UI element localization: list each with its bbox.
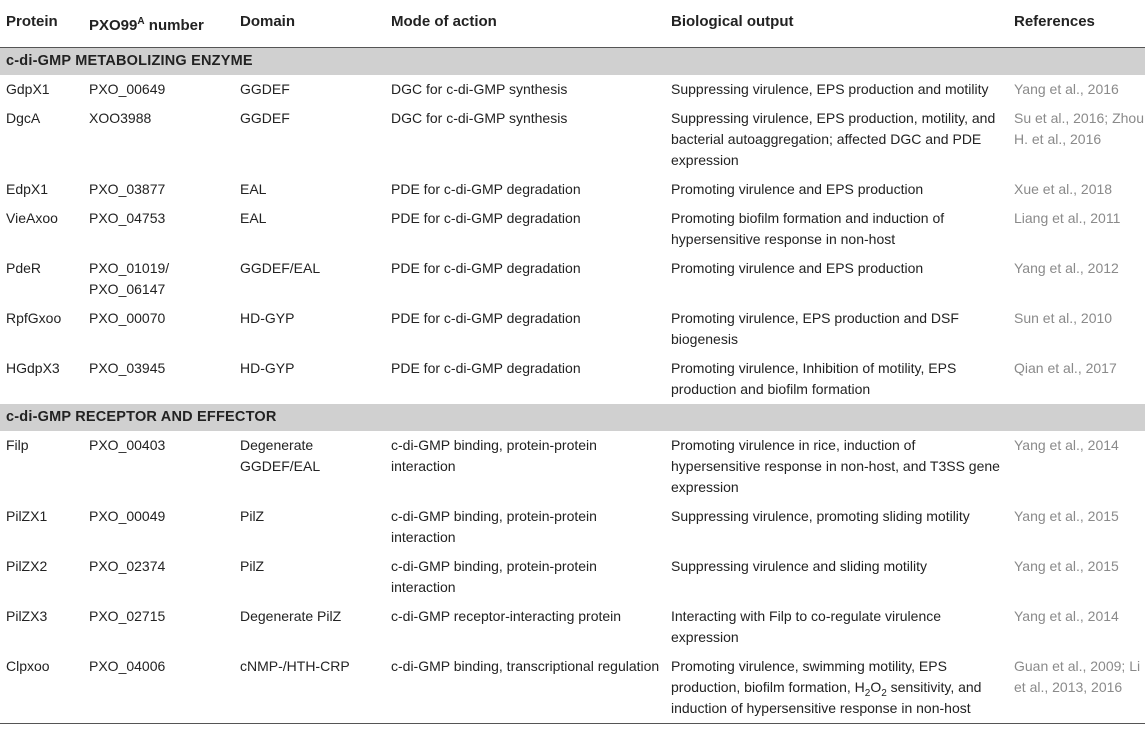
cell-protein: PilZX2 — [6, 558, 48, 574]
cell-protein: HGdpX3 — [6, 360, 60, 376]
cell-mode-of-action: PDE for c-di-GMP degradation — [391, 310, 581, 326]
table-row — [0, 354, 1145, 404]
table-row — [0, 502, 1145, 552]
cell-protein: GdpX1 — [6, 81, 50, 97]
cell-protein: PilZX1 — [6, 508, 48, 524]
section-row — [0, 48, 1145, 76]
cell-domain: GGDEF/EAL — [240, 260, 321, 276]
cell-mode-of-action: PDE for c-di-GMP degradation — [391, 181, 581, 197]
cell-references: Yang et al., 2015 — [1014, 508, 1119, 524]
table-row — [0, 204, 1145, 254]
cell-mode-of-action: PDE for c-di-GMP degradation — [391, 360, 581, 376]
table-row — [0, 175, 1145, 204]
cell-mode-of-action: DGC for c-di-GMP synthesis — [391, 110, 568, 126]
cell-references: Guan et al., 2009; Li et al., 2013, 2016 — [1008, 652, 1145, 724]
cell-references: Yang et al., 2015 — [1014, 558, 1119, 574]
cell-domain: HD-GYP — [240, 360, 295, 376]
cell-pxo-number: PXO_02715 — [89, 608, 166, 624]
cell-domain: EAL — [240, 181, 267, 197]
cell-biological-output: Interacting with Filp to co-regulate virulence expression — [671, 608, 942, 645]
cell-references: Yang et al., 2014 — [1014, 437, 1119, 453]
cell-protein: EdpX1 — [6, 181, 49, 197]
cell-pxo-number: PXO_00649 — [89, 81, 166, 97]
cell-pxo-number: XOO3988 — [89, 110, 152, 126]
cell-pxo-number: PXO_03877 — [89, 181, 166, 197]
cell-biological-output: Suppressing virulence and sliding motility — [671, 558, 928, 574]
table-row — [0, 104, 1145, 175]
cell-protein: Filp — [6, 437, 29, 453]
cell-domain: HD-GYP — [240, 310, 295, 326]
cell-protein: PdeR — [6, 260, 42, 276]
cell-pxo-number: PXO_00403 — [89, 437, 166, 453]
cell-biological-output: Promoting virulence and EPS production — [671, 181, 924, 197]
cell-domain: PilZ — [240, 508, 265, 524]
cell-biological-output: Promoting virulence, EPS production and DSF biogenesis — [671, 310, 959, 347]
cell-pxo-number: PXO_01019/ PXO_06147 — [89, 260, 170, 297]
cell-mode-of-action: c-di-GMP binding, protein-protein interaction — [391, 437, 597, 474]
table-row — [0, 431, 1145, 502]
cell-pxo-number: PXO_00049 — [89, 508, 166, 524]
cell-references: Yang et al., 2012 — [1014, 260, 1119, 276]
section-title: c-di-GMP RECEPTOR AND EFFECTOR — [0, 404, 1145, 431]
cell-mode-of-action: PDE for c-di-GMP degradation — [391, 260, 581, 276]
cell-biological-output: Promoting virulence, swimming motility, EPS production, biofilm formation, $H_2O_2$ sensitivity, and induction of hypersensitive response in non-host — [665, 652, 1008, 724]
cell-mode-of-action: PDE for c-di-GMP degradation — [391, 210, 581, 226]
header-domain: Domain — [234, 0, 385, 48]
cell-biological-output: Promoting virulence, Inhibition of motility, EPS production and biofilm formation — [671, 360, 957, 397]
cell-references: Yang et al., 2014 — [1014, 608, 1119, 624]
table-row — [0, 552, 1145, 602]
cell-biological-output: Suppressing virulence, EPS production and motility — [671, 81, 989, 97]
cell-references: Su et al., 2016; Zhou H. et al., 2016 — [1014, 110, 1144, 147]
table-row — [0, 304, 1145, 354]
cell-pxo-number: PXO_00070 — [89, 310, 166, 326]
cell-biological-output: Promoting biofilm formation and induction of hypersensitive response in non-host — [671, 210, 945, 247]
cell-pxo-number: PXO_04006 — [83, 652, 234, 724]
cell-pxo-number: PXO_04753 — [89, 210, 166, 226]
cell-biological-output: Promoting virulence in rice, induction of hypersensitive response in non-host, and T3SS gene expression — [671, 437, 1000, 495]
cell-references: Sun et al., 2010 — [1014, 310, 1113, 326]
header-mode-of-action: Mode of action — [385, 0, 665, 48]
cell-protein: DgcA — [6, 110, 41, 126]
cell-biological-output: Promoting virulence and EPS production — [671, 260, 924, 276]
section-title: c-di-GMP METABOLIZING ENZYME — [0, 48, 1145, 76]
cell-protein: Clpxoo — [0, 652, 83, 724]
cell-protein: RpfGxoo — [6, 310, 62, 326]
cell-biological-output: Suppressing virulence, promoting sliding motility — [671, 508, 970, 524]
table-row — [0, 652, 1145, 724]
section-row — [0, 404, 1145, 431]
cell-domain: GGDEF — [240, 81, 290, 97]
cell-domain: Degenerate GGDEF/EAL — [240, 437, 321, 474]
cell-domain: Degenerate PilZ — [240, 608, 342, 624]
table-row — [0, 602, 1145, 652]
header-protein: Protein — [0, 0, 83, 48]
cell-references: Liang et al., 2011 — [1014, 210, 1121, 226]
cell-pxo-number: PXO_02374 — [89, 558, 166, 574]
cell-mode-of-action: c-di-GMP receptor-interacting protein — [391, 608, 622, 624]
cell-protein: VieAxoo — [6, 210, 58, 226]
cell-mode-of-action: c-di-GMP binding, protein-protein interaction — [391, 558, 597, 595]
table-row — [0, 254, 1145, 304]
cell-domain: GGDEF — [240, 110, 290, 126]
cell-domain: EAL — [240, 210, 267, 226]
cell-mode-of-action: c-di-GMP binding, transcriptional regulation — [385, 652, 665, 724]
cell-pxo-number: PXO_03945 — [89, 360, 166, 376]
cell-references: Xue et al., 2018 — [1014, 181, 1113, 197]
header-row — [0, 0, 1145, 48]
cell-mode-of-action: DGC for c-di-GMP synthesis — [391, 81, 568, 97]
cell-mode-of-action: c-di-GMP binding, protein-protein interaction — [391, 508, 597, 545]
cell-references: Qian et al., 2017 — [1014, 360, 1117, 376]
header-pxo-number: $PXO99^A$ number — [83, 0, 234, 48]
cell-biological-output: Suppressing virulence, EPS production, motility, and bacterial autoaggregation; affected DGC and PDE expression — [671, 110, 996, 168]
header-biological-output: Biological output — [665, 0, 1008, 48]
cell-domain: PilZ — [240, 558, 265, 574]
table-row — [0, 75, 1145, 104]
header-references: References — [1008, 0, 1145, 48]
cell-references: Yang et al., 2016 — [1014, 81, 1119, 97]
cell-domain: cNMP-/HTH-CRP — [234, 652, 385, 724]
cell-protein: PilZX3 — [6, 608, 48, 624]
